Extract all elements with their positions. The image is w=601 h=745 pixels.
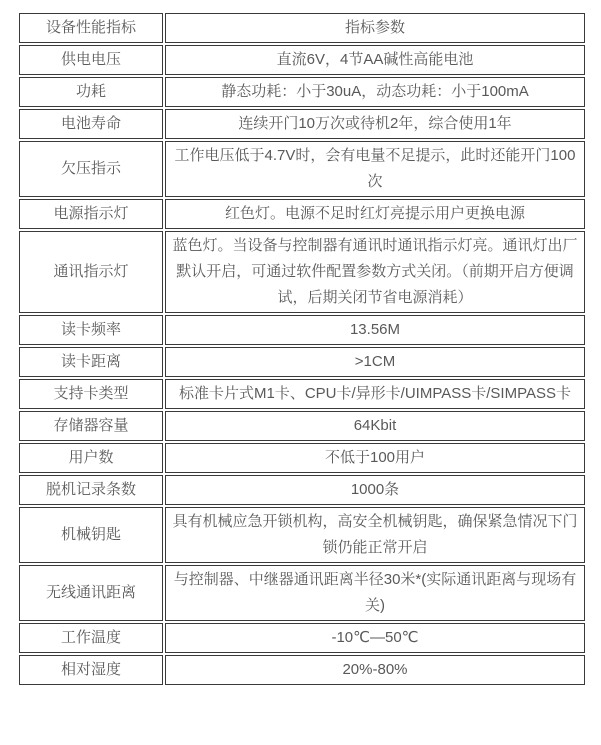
row-label: 读卡距离 bbox=[19, 347, 163, 377]
row-label: 存储器容量 bbox=[19, 411, 163, 441]
table-row bbox=[19, 141, 585, 197]
row-label: 机械钥匙 bbox=[19, 507, 163, 563]
table-row bbox=[19, 475, 585, 505]
row-value: >1CM bbox=[165, 347, 585, 377]
row-value: 64Kbit bbox=[165, 411, 585, 441]
row-label: 电池寿命 bbox=[19, 109, 163, 139]
row-label: 读卡频率 bbox=[19, 315, 163, 345]
row-label: 通讯指示灯 bbox=[19, 231, 163, 313]
header-label-cell: 设备性能指标 bbox=[19, 13, 163, 43]
table-row bbox=[19, 315, 585, 345]
row-value: 1000条 bbox=[165, 475, 585, 505]
table-row bbox=[19, 623, 585, 653]
row-label: 支持卡类型 bbox=[19, 379, 163, 409]
row-label: 相对湿度 bbox=[19, 655, 163, 685]
row-value: 13.56M bbox=[165, 315, 585, 345]
table-row bbox=[19, 507, 585, 563]
table-row bbox=[19, 347, 585, 377]
row-value: 连续开门10万次或待机2年，综合使用1年 bbox=[165, 109, 585, 139]
row-value: 具有机械应急开锁机构，高安全机械钥匙，确保紧急情况下门锁仍能正常开启 bbox=[165, 507, 585, 563]
row-value: 与控制器、中继器通讯距离半径30米*(实际通讯距离与现场有关) bbox=[165, 565, 585, 621]
row-value: 20%-80% bbox=[165, 655, 585, 685]
table-row bbox=[19, 655, 585, 685]
row-label: 工作温度 bbox=[19, 623, 163, 653]
row-label: 功耗 bbox=[19, 77, 163, 107]
row-value: 不低于100用户 bbox=[165, 443, 585, 473]
row-label: 欠压指示 bbox=[19, 141, 163, 197]
row-value: -10℃—50℃ bbox=[165, 623, 585, 653]
table-row bbox=[19, 199, 585, 229]
row-value: 标准卡片式M1卡、CPU卡/异形卡/UIMPASS卡/SIMPASS卡 bbox=[165, 379, 585, 409]
header-value-cell: 指标参数 bbox=[165, 13, 585, 43]
row-label: 用户数 bbox=[19, 443, 163, 473]
table-row bbox=[19, 109, 585, 139]
row-label: 无线通讯距离 bbox=[19, 565, 163, 621]
row-value: 蓝色灯。当设备与控制器有通讯时通讯指示灯亮。通讯灯出厂默认开启，可通过软件配置参数方式关闭。（前期开启方便调试，后期关闭节省电源消耗） bbox=[165, 231, 585, 313]
row-value: 红色灯。电源不足时红灯亮提示用户更换电源 bbox=[165, 199, 585, 229]
spec-table bbox=[17, 11, 587, 687]
table-row bbox=[19, 443, 585, 473]
row-label: 电源指示灯 bbox=[19, 199, 163, 229]
table-row bbox=[19, 379, 585, 409]
table-header-row bbox=[19, 13, 585, 43]
table-row bbox=[19, 231, 585, 313]
table-row bbox=[19, 45, 585, 75]
table-row bbox=[19, 565, 585, 621]
table-row bbox=[19, 411, 585, 441]
row-value: 直流6V，4节AA碱性高能电池 bbox=[165, 45, 585, 75]
row-label: 脱机记录条数 bbox=[19, 475, 163, 505]
row-value: 工作电压低于4.7V时，会有电量不足提示，此时还能开门100次 bbox=[165, 141, 585, 197]
row-value: 静态功耗：小于30uA，动态功耗：小于100mA bbox=[165, 77, 585, 107]
table-row bbox=[19, 77, 585, 107]
row-label: 供电电压 bbox=[19, 45, 163, 75]
